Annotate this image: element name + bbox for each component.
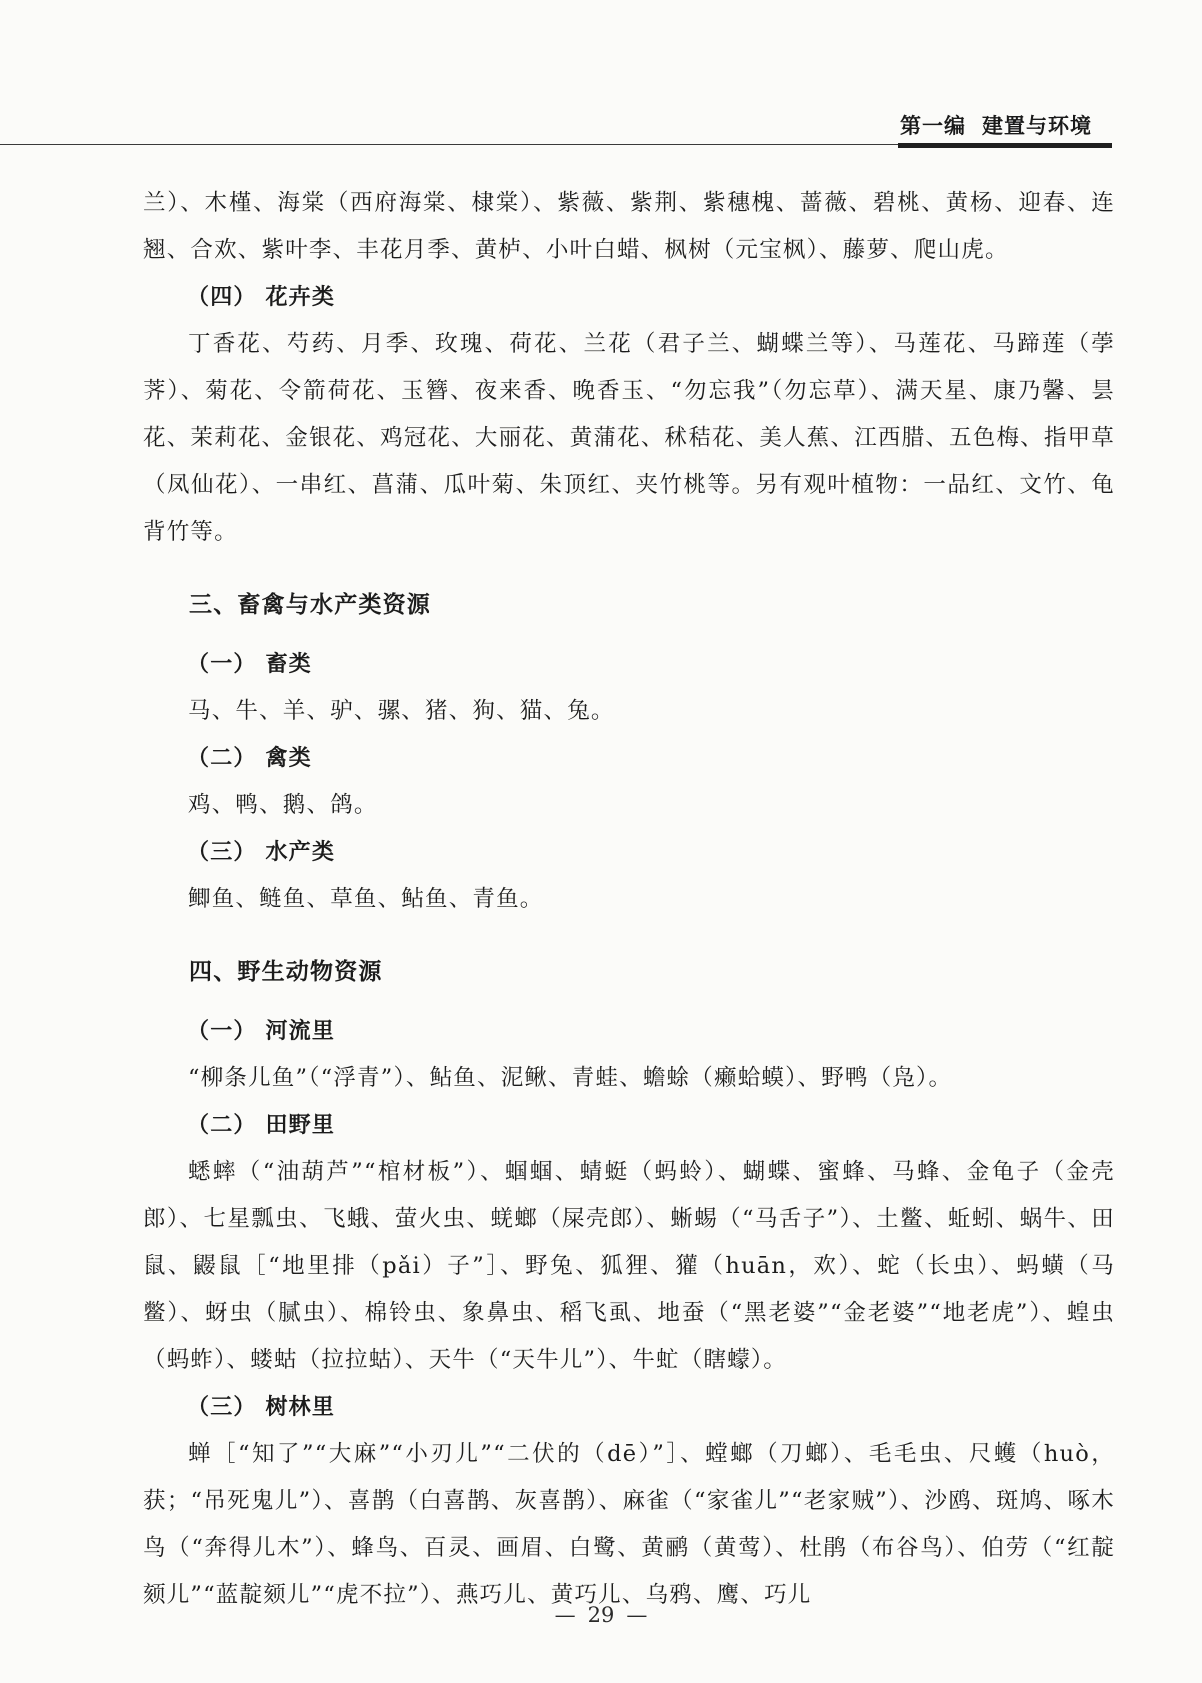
subsection-heading: （一） 畜类 [187,652,312,677]
body-paragraph: 蟋蟀（“油葫芦”“棺材板”）、蝈蝈、蜻蜓（蚂蛉）、蝴蝶、蜜蜂、马蜂、金龟子（金壳郎）、七星瓢虫、飞蛾、萤火虫、蜣螂（屎壳郎）、蜥蜴（“马舌子”）、土鳖、蚯蚓、蜗牛、田鼠、鼹鼠［“地里排（pǎi）子”］、野兔、狐狸、獾（huān，欢）、蛇（长虫）、蚂蟥（马鳖）、蚜虫（腻虫）、棉铃虫、象鼻虫、稻飞虱、地蚕（“黑老婆”“金老婆”“地老虎”）、蝗虫（蚂蚱）、蝼蛄（拉拉蛄）、天牛（“天牛儿”）、牛虻（瞎蠓）。 [143,1159,1115,1373]
section-spacer [143,556,1115,582]
page-content [143,180,1115,1619]
body-paragraph: 蝉［“知了”“大麻”“小刃儿”“二伏的（dē）”］、螳螂（刀螂）、毛毛虫、尺蠖（huò，获；“吊死鬼儿”）、喜鹊（白喜鹊、灰喜鹊）、麻雀（“家雀儿”“老家贼”）、沙鸥、斑鸠、啄木鸟（“奔得儿木”）、蜂鸟、百灵、画眉、白鹭、黄鹂（黄莺）、杜鹃（布谷鸟）、伯劳（“红靛颏儿”“蓝靛颏儿”“虎不拉”）、燕巧儿、黄巧儿、乌鸦、鹰、巧儿 [143,1441,1115,1608]
subsection-heading: （二） 田野里 [187,1113,336,1138]
body-paragraph: 鲫鱼、鲢鱼、草鱼、鲇鱼、青鱼。 [188,886,544,912]
body-paragraph: 鸡、鸭、鹅、鸽。 [188,792,378,818]
subsection-heading: （三） 水产类 [187,840,336,865]
header-part: 第一编 [900,114,966,138]
running-header [900,110,1092,140]
section-spacer [143,629,1115,641]
subsection-heading: （四） 花卉类 [187,285,336,310]
subsection-heading: （三） 树林里 [187,1395,336,1420]
body-paragraph: “柳条儿鱼”（“浮青”）、鲇鱼、泥鳅、青蛙、蟾蜍（癞蛤蟆）、野鸭（凫）。 [188,1065,953,1091]
section-spacer [143,996,1115,1008]
body-paragraph: 兰）、木槿、海棠（西府海棠、棣棠）、紫薇、紫荆、紫穗槐、蔷薇、碧桃、黄杨、迎春、连翘、合欢、紫叶李、丰花月季、黄栌、小叶白蜡、枫树（元宝枫）、藤萝、爬山虎。 [143,190,1115,263]
body-paragraph: 马、牛、羊、驴、骡、猪、狗、猫、兔。 [188,698,615,724]
header-rule-thick [898,143,1112,148]
subsection-heading: （一） 河流里 [187,1019,336,1044]
section-spacer [143,923,1115,949]
page-number: — 29 — [554,1603,648,1627]
body-paragraph: 丁香花、芍药、月季、玫瑰、荷花、兰花（君子兰、蝴蝶兰等）、马莲花、马蹄莲（荸荠）、菊花、令箭荷花、玉簪、夜来香、晚香玉、“勿忘我”（勿忘草）、满天星、康乃馨、昙花、茉莉花、金银花、鸡冠花、大丽花、黄蒲花、秫秸花、美人蕉、江西腊、五色梅、指甲草（凤仙花）、一串红、菖蒲、瓜叶菊、朱顶红、夹竹桃等。另有观叶植物：一品红、文竹、龟背竹等。 [143,331,1115,545]
subsection-heading: （二） 禽类 [187,746,312,771]
section-heading: 四、野生动物资源 [189,959,383,985]
page-number-value: 29 [587,1603,615,1627]
section-heading: 三、畜禽与水产类资源 [189,592,431,618]
header-title: 建置与环境 [982,114,1092,138]
